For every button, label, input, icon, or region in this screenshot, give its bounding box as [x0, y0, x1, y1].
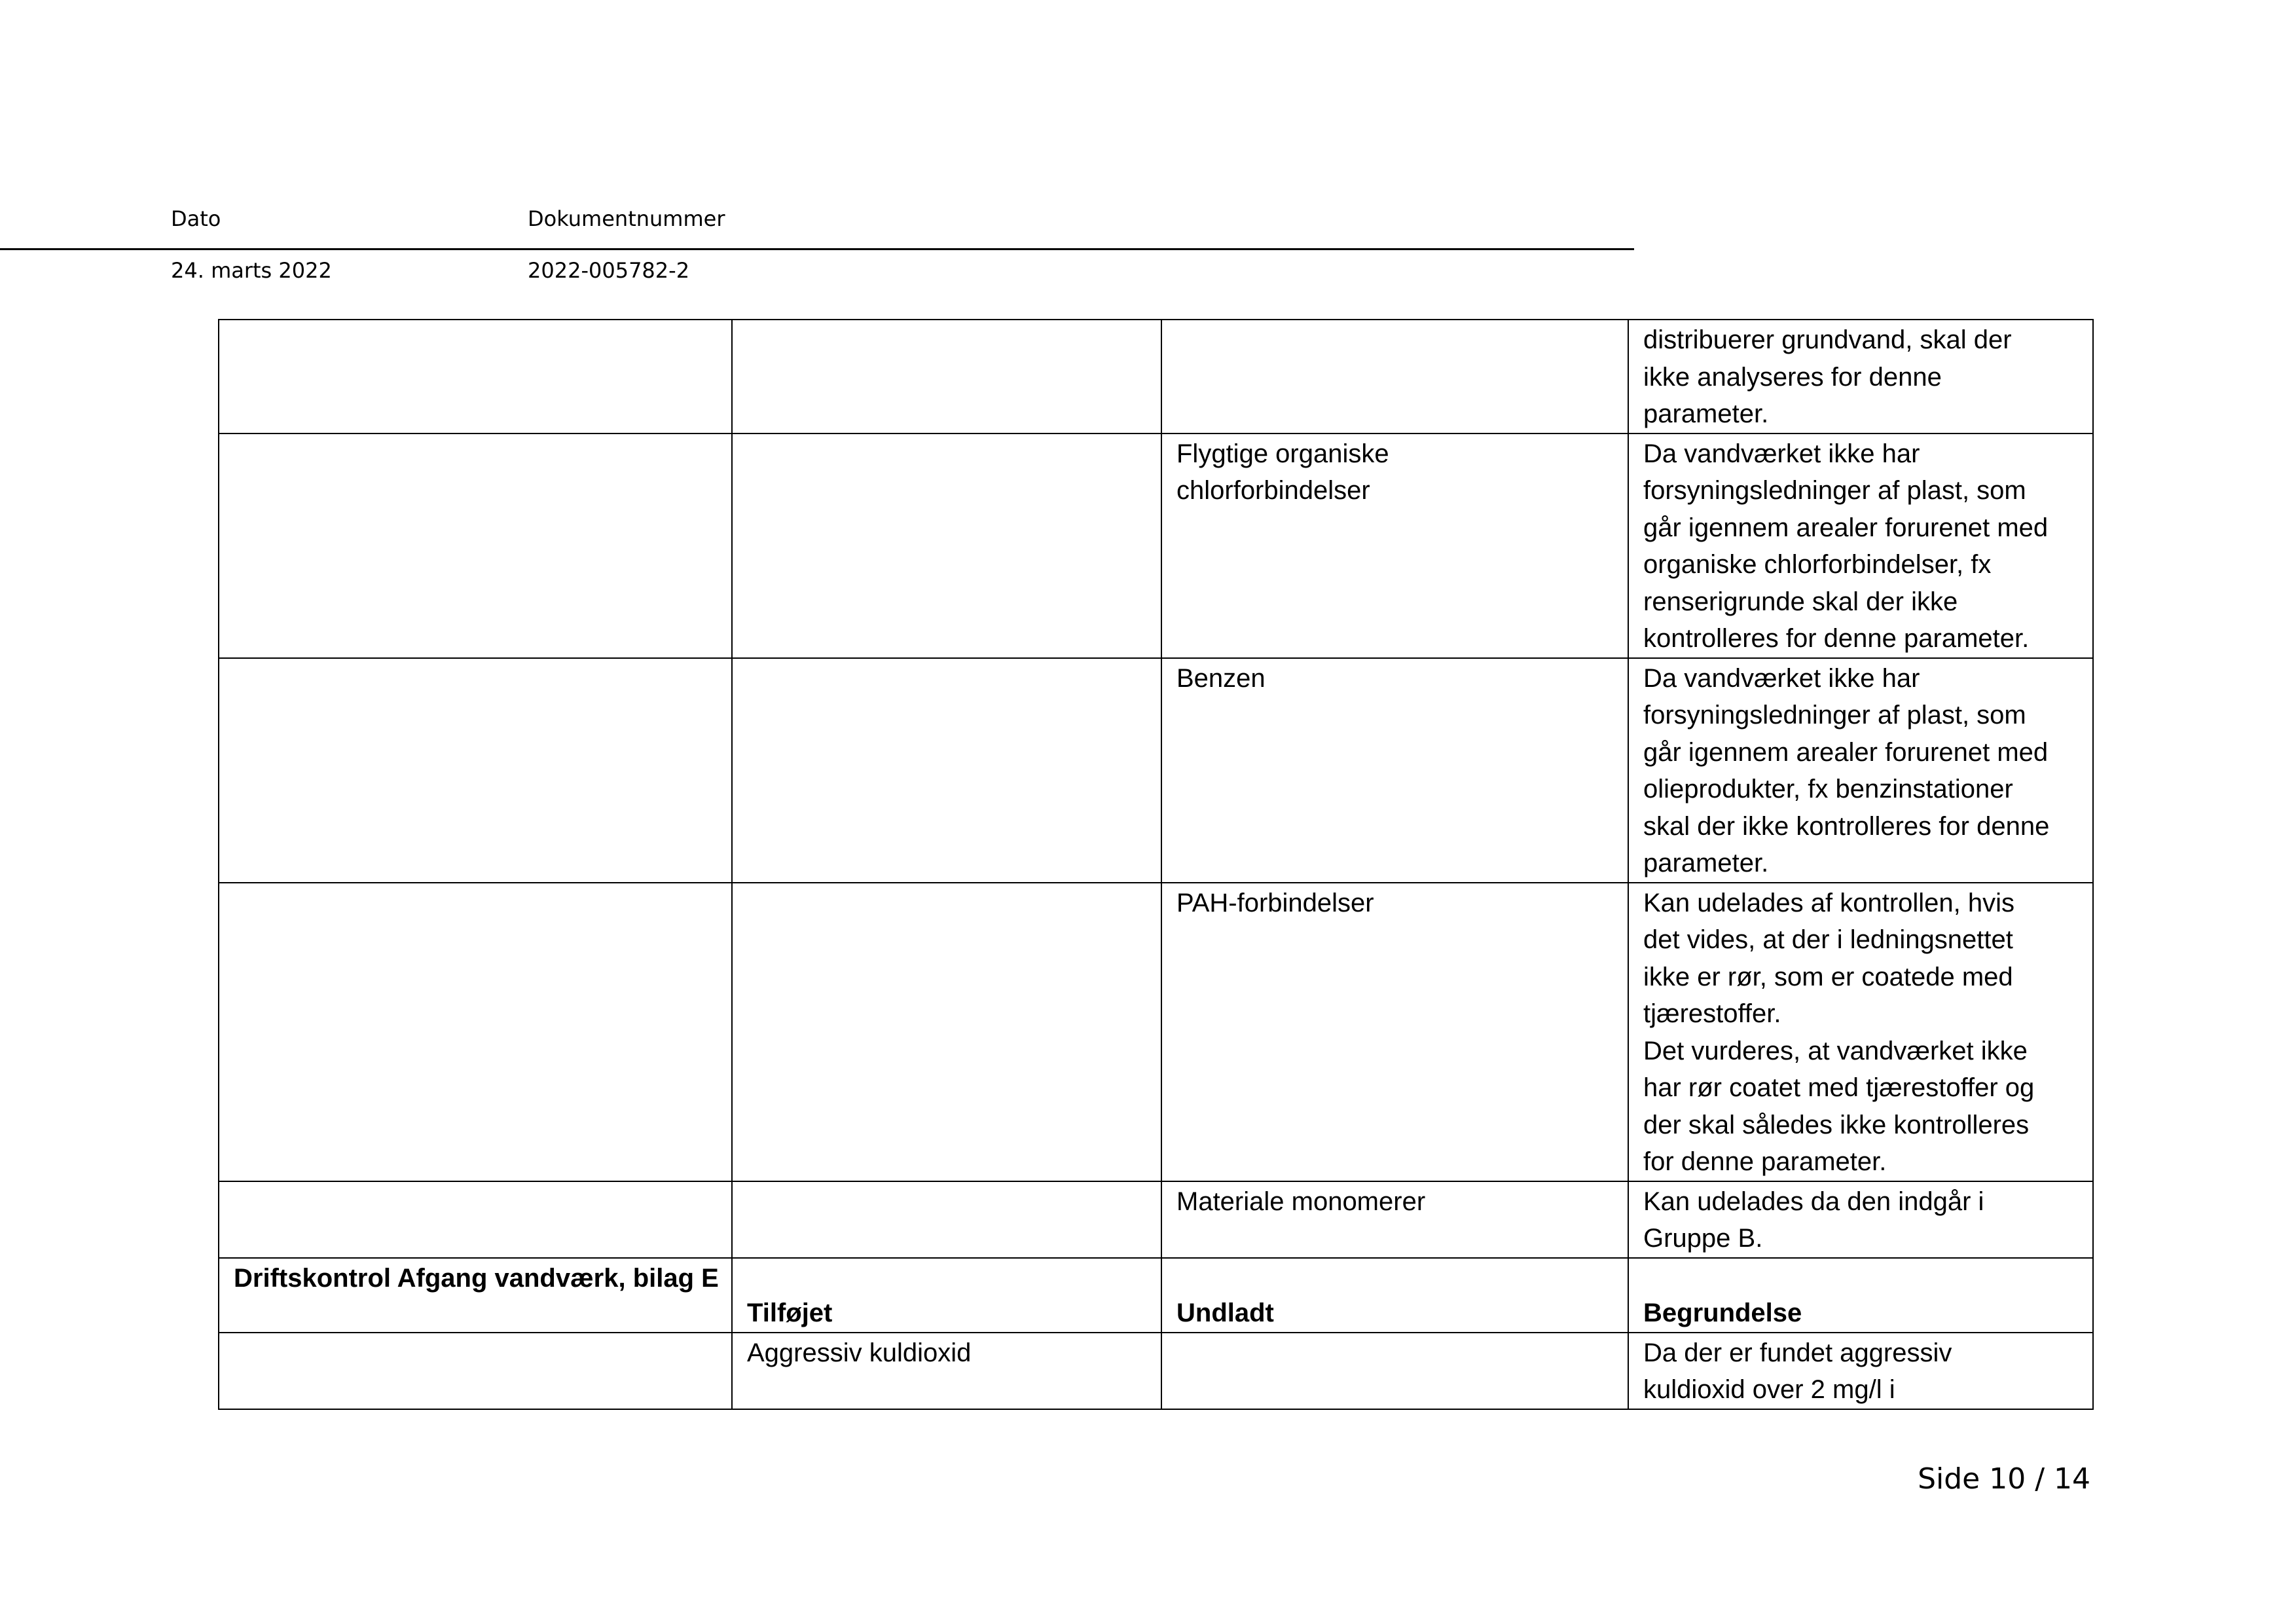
table-cell-added [732, 320, 1161, 434]
cell-text-line: Gruppe B. [1643, 1224, 1763, 1253]
table-cell-omitted [1161, 1333, 1628, 1409]
table-cell-category [219, 320, 732, 434]
cell-text-line: Flygtige organiske [1176, 439, 1389, 468]
cell-text-line: renserigrunde skal der ikke [1643, 587, 1958, 616]
cell-text-line: har rør coatet med tjærestoffer og [1643, 1073, 2035, 1102]
table-cell-category [219, 1181, 732, 1258]
table-cell-omitted [1161, 434, 1628, 658]
cell-text-line: ikke analyseres for denne [1643, 362, 1942, 392]
cell-text-line: distribuerer grundvand, skal der [1643, 325, 2012, 354]
table-row [219, 320, 2093, 434]
table-cell-omitted [1161, 1181, 1628, 1258]
section-title: Driftskontrol Afgang vandværk, bilag E [219, 1258, 732, 1333]
column-header-added: Tilføjet [732, 1258, 1161, 1333]
cell-text-line: skal der ikke kontrolleres for denne [1643, 811, 2050, 841]
cell-text-line: Da vandværket ikke har [1643, 439, 1920, 468]
table-cell-omitted [1161, 658, 1628, 883]
cell-text-line: forsyningsledninger af plast, som [1643, 701, 2026, 729]
cell-text-line: Kan udelades da den indgår i [1643, 1187, 1984, 1216]
table-cell-category [219, 434, 732, 658]
column-header-omitted: Undladt [1161, 1258, 1628, 1333]
table-cell-reason [1628, 1333, 2093, 1409]
section-header-row [219, 1258, 2093, 1333]
cell-text-line: olieprodukter, fx benzinstationer [1643, 775, 2013, 803]
table-cell-omitted [1161, 320, 1628, 434]
table-cell-reason [1628, 434, 2093, 658]
table-cell-reason [1628, 320, 2093, 434]
table-cell-added [732, 883, 1161, 1181]
cell-text-line: PAH-forbindelser [1176, 888, 1374, 917]
table-cell-added [732, 1181, 1161, 1258]
cell-text-line: Materiale monomerer [1176, 1187, 1426, 1216]
table-cell-category [219, 1333, 732, 1409]
cell-text-line: det vides, at der i ledningsnettet [1643, 925, 2013, 954]
table-cell-reason [1628, 658, 2093, 883]
document-number-value: 2022-005782-2 [528, 258, 690, 283]
cell-text-line: der skal således ikke kontrolleres [1643, 1110, 2030, 1139]
date-label: Dato [171, 206, 221, 231]
cell-text-line: for denne parameter. [1643, 1147, 1887, 1176]
cell-text-line: chlorforbindelser [1176, 476, 1370, 505]
table-cell-added [732, 434, 1161, 658]
parameter-table [218, 319, 2094, 1410]
cell-text-line: ikke er rør, som er coatede med [1643, 962, 2013, 991]
table-cell-reason [1628, 1181, 2093, 1258]
parameter-table-body [219, 320, 2093, 1409]
cell-text-line: parameter. [1643, 849, 1769, 877]
cell-text-line: organiske chlorforbindelser, fx [1643, 550, 1992, 579]
cell-text-line: går igennem arealer forurenet med [1643, 737, 2049, 767]
table-cell-reason [1628, 883, 2093, 1181]
table-cell-added [732, 1333, 1161, 1409]
cell-text-line: parameter. [1643, 399, 1769, 428]
table-row [219, 1181, 2093, 1258]
header-divider [0, 248, 1634, 250]
table-cell-category [219, 883, 732, 1181]
date-value: 24. marts 2022 [171, 258, 332, 283]
cell-text-line: Benzen [1176, 663, 1266, 693]
document-number-label: Dokumentnummer [528, 206, 725, 231]
table-row [219, 658, 2093, 883]
cell-text-line: Det vurderes, at vandværket ikke [1643, 1036, 2028, 1065]
cell-text-line: forsyningsledninger af plast, som [1643, 476, 2026, 505]
cell-text-line: kuldioxid over 2 mg/l i [1643, 1375, 1895, 1404]
cell-text-line: Kan udelades af kontrollen, hvis [1643, 888, 2015, 917]
cell-text-line: kontrolleres for denne parameter. [1643, 624, 2030, 653]
table-cell-omitted [1161, 883, 1628, 1181]
table-row [219, 1333, 2093, 1409]
cell-text-line: Aggressiv kuldioxid [747, 1338, 972, 1367]
column-header-reason: Begrundelse [1628, 1258, 2093, 1333]
page-number: Side 10 / 14 [1918, 1462, 2090, 1496]
cell-text-line: tjærestoffer. [1643, 999, 1781, 1028]
cell-text-line: går igennem arealer forurenet med [1643, 513, 2049, 542]
table-row [219, 434, 2093, 658]
cell-text-line: Da der er fundet aggressiv [1643, 1338, 1952, 1367]
table-cell-added [732, 658, 1161, 883]
cell-text-line: Da vandværket ikke har [1643, 663, 1920, 693]
table-row [219, 883, 2093, 1181]
table-cell-category [219, 658, 732, 883]
